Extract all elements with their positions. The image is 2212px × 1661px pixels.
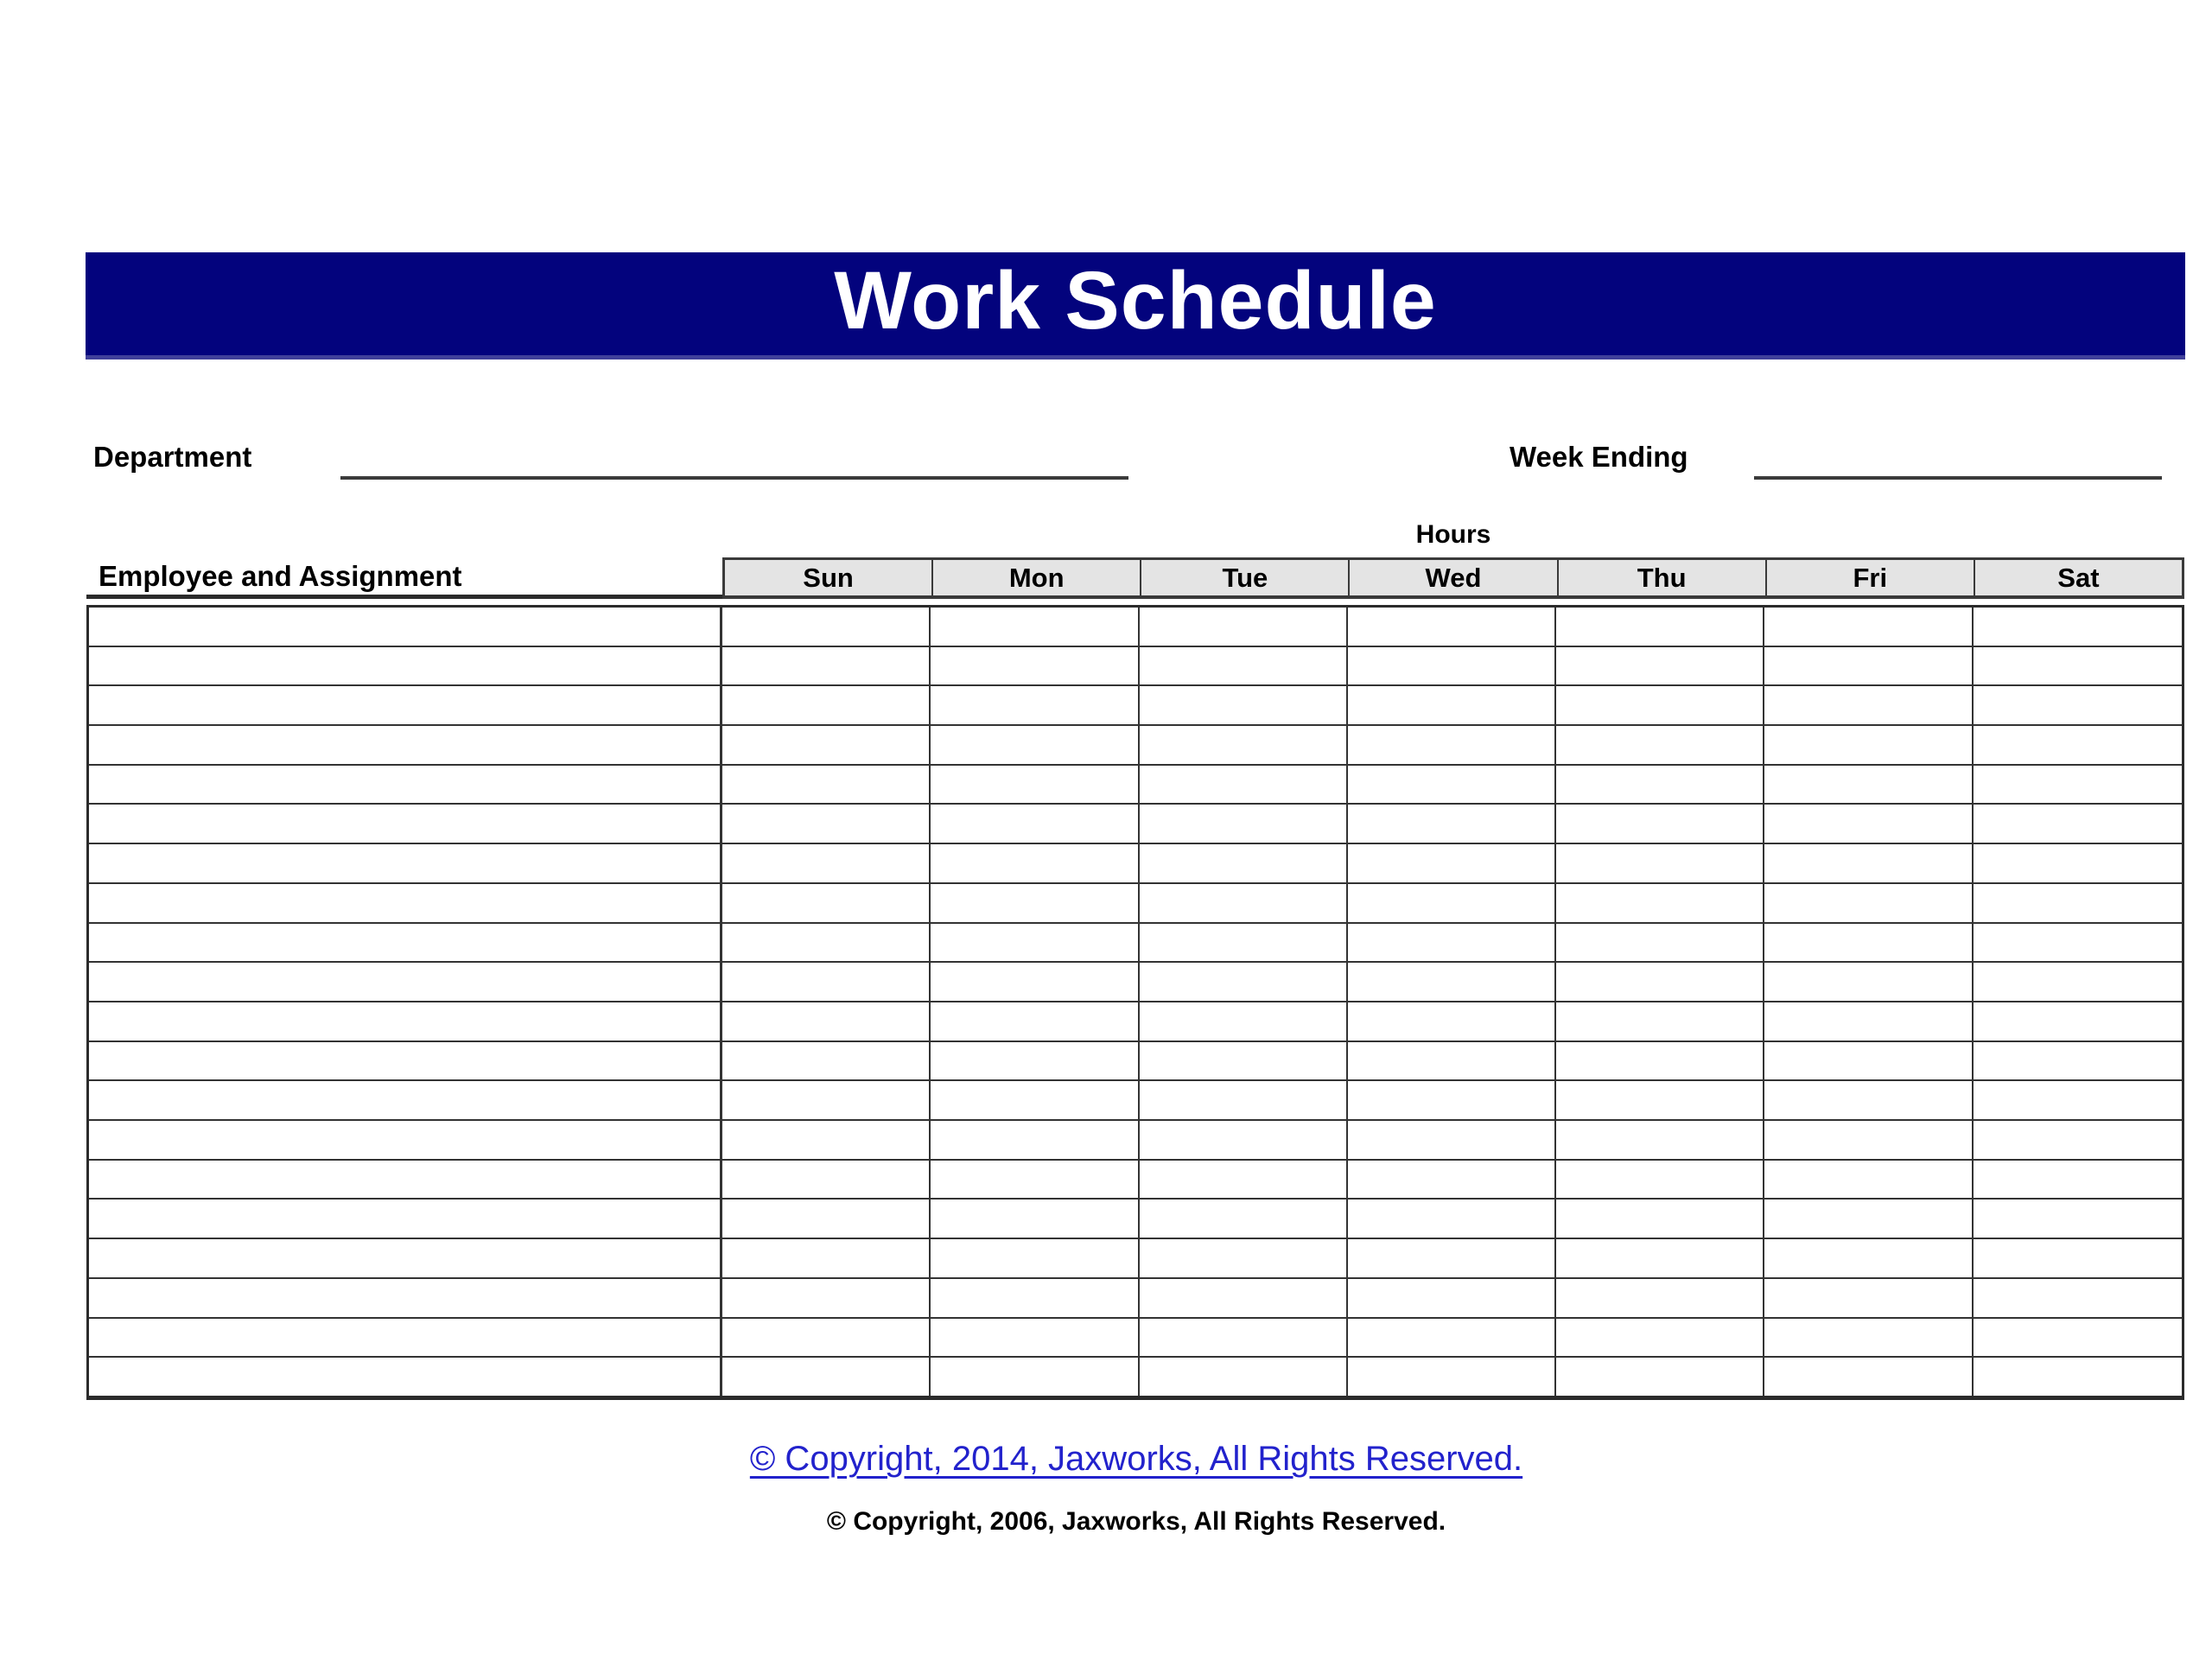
day-header-tue: Tue <box>1140 557 1348 599</box>
hours-cell-wed[interactable] <box>1348 1002 1556 1042</box>
employee-cell[interactable] <box>89 608 722 647</box>
employee-cell[interactable] <box>89 1239 722 1279</box>
hours-cell-mon[interactable] <box>931 1319 1139 1359</box>
employee-cell[interactable] <box>89 1002 722 1042</box>
hours-cell-thu[interactable] <box>1556 963 1764 1002</box>
hours-cell-sun[interactable] <box>722 766 931 805</box>
hours-cell-tue[interactable] <box>1140 844 1348 884</box>
hours-cell-fri[interactable] <box>1764 647 1973 687</box>
copyright-2006-text: © Copyright, 2006, Jaxworks, All Rights Reserved. <box>826 1507 1446 1536</box>
hours-cell-fri[interactable] <box>1764 1002 1973 1042</box>
hours-cell-tue[interactable] <box>1140 884 1348 924</box>
hours-cell-sun[interactable] <box>722 1239 931 1279</box>
hours-cell-sun[interactable] <box>722 1042 931 1082</box>
hours-cell-mon[interactable] <box>931 1161 1139 1200</box>
employee-cell[interactable] <box>89 1081 722 1121</box>
employee-assignment-header <box>86 557 722 599</box>
hours-cell-sat[interactable] <box>1974 924 2182 964</box>
schedule-header-row <box>86 557 2184 599</box>
day-header-fri: Fri <box>1765 557 1974 599</box>
hours-cell-sun[interactable] <box>722 805 931 844</box>
hours-cell-sun[interactable] <box>722 686 931 726</box>
day-header-sat: Sat <box>1974 557 2184 599</box>
hours-cell-tue[interactable] <box>1140 1002 1348 1042</box>
hours-cell-mon[interactable] <box>931 608 1139 647</box>
hours-cell-thu[interactable] <box>1556 1121 1764 1161</box>
hours-cell-sat[interactable] <box>1974 608 2182 647</box>
day-header-wed: Wed <box>1348 557 1556 599</box>
hours-cell-sat[interactable] <box>1974 1121 2182 1161</box>
hours-cell-tue[interactable] <box>1140 1279 1348 1319</box>
hours-cell-mon[interactable] <box>931 726 1139 766</box>
hours-cell-mon[interactable] <box>931 884 1139 924</box>
hours-cell-sat[interactable] <box>1974 1081 2182 1121</box>
hours-cell-sat[interactable] <box>1974 766 2182 805</box>
hours-cell-fri[interactable] <box>1764 963 1973 1002</box>
hours-cell-mon[interactable] <box>931 1002 1139 1042</box>
hours-cell-sun[interactable] <box>722 1358 931 1396</box>
hours-cell-wed[interactable] <box>1348 1042 1556 1082</box>
employee-cell[interactable] <box>89 1121 722 1161</box>
employee-cell[interactable] <box>89 1161 722 1200</box>
employee-cell[interactable] <box>89 647 722 687</box>
hours-cell-thu[interactable] <box>1556 726 1764 766</box>
hours-cell-sat[interactable] <box>1974 805 2182 844</box>
hours-cell-thu[interactable] <box>1556 686 1764 726</box>
employee-cell[interactable] <box>89 1319 722 1359</box>
hours-cell-sun[interactable] <box>722 1002 931 1042</box>
footer-text-row <box>86 1507 2186 1536</box>
hours-cell-wed[interactable] <box>1348 805 1556 844</box>
hours-cell-fri[interactable] <box>1764 884 1973 924</box>
hours-cell-sat[interactable] <box>1974 1239 2182 1279</box>
hours-cell-thu[interactable] <box>1556 1279 1764 1319</box>
day-header-sun: Sun <box>722 557 931 599</box>
hours-cell-tue[interactable] <box>1140 647 1348 687</box>
hours-cell-fri[interactable] <box>1764 1279 1973 1319</box>
hours-cell-fri[interactable] <box>1764 1239 1973 1279</box>
employee-cell[interactable] <box>89 963 722 1002</box>
hours-cell-sat[interactable] <box>1974 963 2182 1002</box>
department-input-line[interactable] <box>340 476 1128 480</box>
hours-cell-sun[interactable] <box>722 924 931 964</box>
hours-cell-thu[interactable] <box>1556 844 1764 884</box>
hours-cell-mon[interactable] <box>931 1121 1139 1161</box>
hours-cell-sat[interactable] <box>1974 647 2182 687</box>
hours-cell-mon[interactable] <box>931 766 1139 805</box>
week-ending-label: Week Ending <box>1510 441 1688 473</box>
employee-cell[interactable] <box>89 884 722 924</box>
hours-cell-sat[interactable] <box>1974 844 2182 884</box>
hours-cell-fri[interactable] <box>1764 1121 1973 1161</box>
department-label: Department <box>93 441 252 473</box>
hours-cell-tue[interactable] <box>1140 963 1348 1002</box>
employee-assignment-header-label: Employee and Assignment <box>99 560 462 592</box>
hours-cell-sat[interactable] <box>1974 1319 2182 1359</box>
hours-cell-mon[interactable] <box>931 1358 1139 1396</box>
hours-cell-tue[interactable] <box>1140 686 1348 726</box>
hours-cell-sat[interactable] <box>1974 686 2182 726</box>
hours-cell-mon[interactable] <box>931 805 1139 844</box>
hours-cell-wed[interactable] <box>1348 1239 1556 1279</box>
hours-cell-tue[interactable] <box>1140 766 1348 805</box>
hours-cell-tue[interactable] <box>1140 1161 1348 1200</box>
hours-cell-fri[interactable] <box>1764 686 1973 726</box>
hours-cell-sun[interactable] <box>722 1121 931 1161</box>
hours-cell-mon[interactable] <box>931 647 1139 687</box>
hours-cell-fri[interactable] <box>1764 844 1973 884</box>
hours-cell-wed[interactable] <box>1348 608 1556 647</box>
employee-cell[interactable] <box>89 1358 722 1396</box>
hours-cell-sun[interactable] <box>722 726 931 766</box>
footer-link-row <box>86 1440 2186 1478</box>
hours-cell-fri[interactable] <box>1764 805 1973 844</box>
hours-cell-sun[interactable] <box>722 1081 931 1121</box>
copyright-2014-link[interactable]: © Copyright, 2014, Jaxworks, All Rights Reserved. <box>749 1440 1523 1478</box>
hours-cell-fri[interactable] <box>1764 1319 1973 1359</box>
hours-cell-sat[interactable] <box>1974 1279 2182 1319</box>
hours-cell-wed[interactable] <box>1348 1161 1556 1200</box>
hours-cell-fri[interactable] <box>1764 1200 1973 1239</box>
hours-cell-mon[interactable] <box>931 1239 1139 1279</box>
hours-cell-thu[interactable] <box>1556 884 1764 924</box>
hours-cell-thu[interactable] <box>1556 1081 1764 1121</box>
hours-cell-sat[interactable] <box>1974 1358 2182 1396</box>
hours-cell-thu[interactable] <box>1556 1042 1764 1082</box>
hours-cell-wed[interactable] <box>1348 1121 1556 1161</box>
hours-cell-fri[interactable] <box>1764 1161 1973 1200</box>
employee-cell[interactable] <box>89 766 722 805</box>
hours-cell-fri[interactable] <box>1764 1081 1973 1121</box>
hours-cell-mon[interactable] <box>931 963 1139 1002</box>
hours-cell-sun[interactable] <box>722 1319 931 1359</box>
hours-cell-tue[interactable] <box>1140 1319 1348 1359</box>
hours-cell-fri[interactable] <box>1764 1358 1973 1396</box>
week-ending-input-line[interactable] <box>1754 476 2162 480</box>
hours-cell-thu[interactable] <box>1556 647 1764 687</box>
hours-cell-sun[interactable] <box>722 1161 931 1200</box>
day-header-thu: Thu <box>1557 557 1765 599</box>
page-title: Work Schedule <box>834 255 1437 347</box>
hours-cell-tue[interactable] <box>1140 1239 1348 1279</box>
hours-cell-sat[interactable] <box>1974 1161 2182 1200</box>
hours-cell-sat[interactable] <box>1974 1200 2182 1239</box>
hours-caption: Hours <box>1415 520 1491 549</box>
hours-cell-tue[interactable] <box>1140 924 1348 964</box>
hours-cell-tue[interactable] <box>1140 726 1348 766</box>
hours-cell-wed[interactable] <box>1348 686 1556 726</box>
hours-cell-tue[interactable] <box>1140 1081 1348 1121</box>
hours-cell-sat[interactable] <box>1974 1042 2182 1082</box>
hours-cell-thu[interactable] <box>1556 608 1764 647</box>
hours-cell-sun[interactable] <box>722 1200 931 1239</box>
employee-cell[interactable] <box>89 726 722 766</box>
hours-cell-mon[interactable] <box>931 1042 1139 1082</box>
hours-cell-tue[interactable] <box>1140 1042 1348 1082</box>
employee-cell[interactable] <box>89 1200 722 1239</box>
employee-cell[interactable] <box>89 844 722 884</box>
hours-cell-wed[interactable] <box>1348 884 1556 924</box>
hours-cell-wed[interactable] <box>1348 1279 1556 1319</box>
employee-cell[interactable] <box>89 924 722 964</box>
hours-cell-sun[interactable] <box>722 647 931 687</box>
hours-cell-tue[interactable] <box>1140 1358 1348 1396</box>
hours-cell-mon[interactable] <box>931 686 1139 726</box>
hours-cell-tue[interactable] <box>1140 608 1348 647</box>
hours-cell-mon[interactable] <box>931 924 1139 964</box>
hours-cell-wed[interactable] <box>1348 1200 1556 1239</box>
hours-cell-mon[interactable] <box>931 1200 1139 1239</box>
hours-cell-thu[interactable] <box>1556 1200 1764 1239</box>
hours-cell-wed[interactable] <box>1348 1358 1556 1396</box>
hours-cell-sat[interactable] <box>1974 726 2182 766</box>
hours-cell-thu[interactable] <box>1556 1239 1764 1279</box>
hours-cell-wed[interactable] <box>1348 844 1556 884</box>
hours-cell-fri[interactable] <box>1764 608 1973 647</box>
hours-cell-thu[interactable] <box>1556 1002 1764 1042</box>
hours-cell-fri[interactable] <box>1764 726 1973 766</box>
hours-cell-tue[interactable] <box>1140 1200 1348 1239</box>
hours-cell-mon[interactable] <box>931 1279 1139 1319</box>
hours-cell-thu[interactable] <box>1556 1319 1764 1359</box>
hours-cell-sun[interactable] <box>722 884 931 924</box>
hours-cell-tue[interactable] <box>1140 1121 1348 1161</box>
hours-cell-sun[interactable] <box>722 608 931 647</box>
hours-cell-sat[interactable] <box>1974 1002 2182 1042</box>
employee-cell[interactable] <box>89 686 722 726</box>
hours-cell-sat[interactable] <box>1974 884 2182 924</box>
employee-cell[interactable] <box>89 805 722 844</box>
hours-cell-wed[interactable] <box>1348 963 1556 1002</box>
hours-cell-wed[interactable] <box>1348 766 1556 805</box>
hours-cell-sun[interactable] <box>722 844 931 884</box>
hours-cell-wed[interactable] <box>1348 1319 1556 1359</box>
hours-cell-wed[interactable] <box>1348 1081 1556 1121</box>
hours-cell-fri[interactable] <box>1764 766 1973 805</box>
hours-cell-tue[interactable] <box>1140 805 1348 844</box>
hours-cell-thu[interactable] <box>1556 1161 1764 1200</box>
hours-cell-sun[interactable] <box>722 1279 931 1319</box>
hours-cell-wed[interactable] <box>1348 726 1556 766</box>
employee-cell[interactable] <box>89 1042 722 1082</box>
hours-cell-wed[interactable] <box>1348 924 1556 964</box>
schedule-table-body <box>86 605 2184 1400</box>
hours-cell-thu[interactable] <box>1556 924 1764 964</box>
hours-cell-wed[interactable] <box>1348 647 1556 687</box>
title-bar <box>86 252 2185 360</box>
employee-cell[interactable] <box>89 1279 722 1319</box>
hours-cell-thu[interactable] <box>1556 1358 1764 1396</box>
hours-cell-mon[interactable] <box>931 1081 1139 1121</box>
hours-cell-sun[interactable] <box>722 963 931 1002</box>
hours-cell-thu[interactable] <box>1556 766 1764 805</box>
hours-cell-fri[interactable] <box>1764 1042 1973 1082</box>
hours-cell-thu[interactable] <box>1556 805 1764 844</box>
day-header-mon: Mon <box>931 557 1140 599</box>
hours-cell-mon[interactable] <box>931 844 1139 884</box>
hours-cell-fri[interactable] <box>1764 924 1973 964</box>
